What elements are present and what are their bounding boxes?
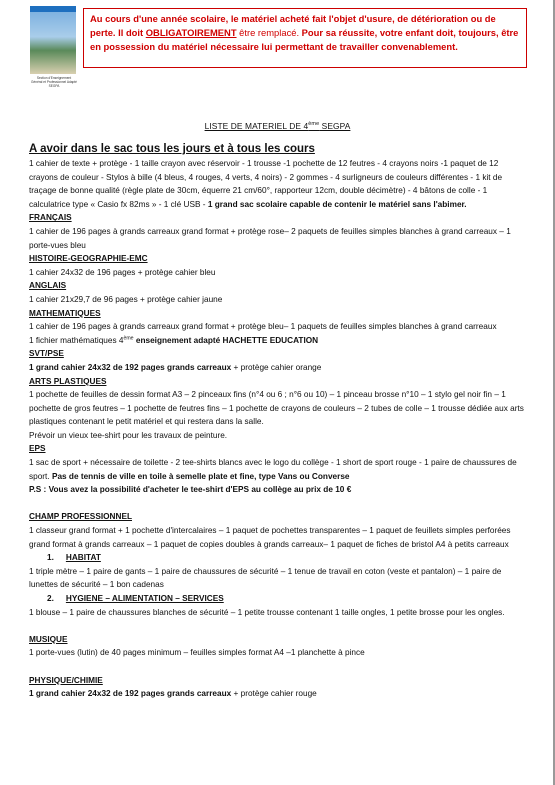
material-list: [29, 142, 529, 701]
school-logo: [30, 6, 78, 88]
bag-text-bold: 1 grand sac scolaire capable de contenir le matériel sans l'abimer.: [207, 199, 467, 209]
champ-heading: CHAMP PROFESSIONNEL: [29, 512, 132, 522]
histoire-heading: HISTOIRE-GEOGRAPHIE-EMC: [29, 254, 148, 264]
spacer: [29, 497, 529, 511]
warning-notice: [83, 8, 527, 68]
notice-text-3: Pour sa réussite, votre enfant doit, toujours, être en possession du matériel nécessaire lui permettant de travailler convenablement.: [90, 27, 519, 52]
notice-text-1: Au cours d'une année scolaire, le matériel acheté fait l'objet d'usure, de détérioration ou de perte.: [90, 13, 496, 38]
title-sup: ème: [308, 121, 320, 128]
page-title: [0, 121, 555, 131]
notice-obligatoire: OBLIGATOIREMENT: [145, 27, 237, 38]
habitat-title: HABITAT: [65, 553, 101, 563]
maths-text-2: [29, 334, 529, 348]
hygiene-heading: [47, 592, 529, 606]
anglais-heading: ANGLAIS: [29, 281, 67, 291]
spacer: [29, 660, 529, 674]
musique-text: 1 porte-vues (lutin) de 40 pages minimum – feuilles simples format A4 –1 planchette à pince: [29, 648, 365, 658]
maths-hachette: enseignement adapté HACHETTE EDUCATION: [133, 335, 319, 345]
francais-text: 1 cahier de 196 pages à grands carreaux grand format + protège rose– 2 paquets de feuilles simples blanches à grand carreaux – 1 porte-vues bleu: [29, 226, 511, 250]
francais-heading: FRANÇAIS: [29, 213, 72, 223]
histoire-text: 1 cahier 24x32 de 196 pages + protège cahier bleu: [29, 267, 216, 277]
bag-text-normal: 1 cahier de texte + protège - 1 taille crayon avec réservoir - 1 trousse -1 pochette de 12 feutres - 4 crayons noirs -1 paquet de 12 crayons de couleur - Stylos à bille (4 bleus, 4 rouges, 4 verts, 4 noirs) - 2 gommes - 4 surligneurs de couleurs différentes - 1 kit de traçage de bonne qualité (règle plate de 30cm, équerre 21 cm/60°, rapporteur 12cm, double décimètre) - 4 bâtons de colle - 1 calculatrice type « Casio fx 82ms » - 1 clé USB -: [29, 159, 503, 209]
svt-text-bold: 1 grand cahier 24x32 de 192 pages grands carreaux: [29, 362, 232, 372]
title-text: LISTE DE MATERIEL DE 4: [204, 121, 309, 131]
svt-text: [29, 361, 529, 375]
musique-heading: MUSIQUE: [29, 634, 68, 644]
maths-fichier: 1 fichier mathématiques 4: [29, 335, 124, 345]
hygiene-text: 1 blouse – 1 paire de chaussures blanches de sécurité – 1 petite trousse contenant 1 taille ongles, 1 petite brosse pour les ongles.: [29, 607, 505, 617]
hygiene-number: 2.: [47, 594, 54, 603]
logo-caption-line1: Section d'Enseignement: [36, 76, 72, 80]
logo-caption-line2: Général et Professionnel Adapté: [31, 80, 77, 84]
physique-heading: PHYSIQUE/CHIMIE: [29, 675, 103, 685]
maths-heading: MATHEMATIQUES: [29, 308, 101, 318]
bag-heading: A avoir dans le sac tous les jours et à tous les cours: [29, 143, 315, 155]
eps-heading: EPS: [29, 444, 46, 454]
eps-text: [29, 456, 529, 483]
habitat-number: 1.: [47, 553, 54, 563]
notice-remplace: être remplacé.: [236, 27, 300, 38]
arts-heading: ARTS PLASTIQUES: [29, 376, 107, 386]
eps-ps: P.S : Vous avez la possibilité d'acheter le tee-shirt d'EPS au collège au prix de 10 €: [29, 485, 352, 495]
eps-text-normal: 1 sac de sport + nécessaire de toilette - 2 tee-shirts blancs avec le logo du collège - 1 short de sport rouge - 1 paire de chaussures de sport.: [29, 458, 517, 481]
title-tail: SEGPA: [319, 121, 351, 131]
notice-text-2: Il doit: [115, 27, 146, 38]
spacer: [29, 619, 529, 633]
bag-text: [29, 157, 529, 211]
logo-caption: [30, 76, 78, 88]
arts-text-2: Prévoir un vieux tee-shirt pour les travaux de peinture.: [29, 430, 228, 440]
svt-text-normal: + protège cahier orange: [231, 362, 322, 372]
habitat-heading: [47, 551, 529, 565]
svt-heading: SVT/PSE: [29, 349, 64, 359]
champ-text: 1 classeur grand format + 1 pochette d'intercalaires – 1 paquet de pochettes transparentes – 1 paquet de feuillets simples perforées grand format à grands carreaux – 1 paquet de copies doubles à grands carreaux– 1 paquet de fiches de bristol A4 à petits carreaux: [29, 526, 511, 549]
hygiene-title: HYGIENE – ALIMENTATION – SERVICES: [65, 594, 224, 603]
logo-caption-line3: SEGPA: [48, 84, 60, 88]
anglais-text: 1 cahier 21x29,7 de 96 pages + protège cahier jaune: [29, 294, 223, 304]
maths-text: 1 cahier de 196 pages à grands carreaux grand format + protège bleu– 1 paquets de feuilles simples blanches à grand carreaux: [29, 322, 497, 332]
habitat-text: 1 triple mètre – 1 paire de gants – 1 paire de chaussures de sécurité – 1 tenue de travail en coton (veste et pantalon) – 1 paire de lunettes de sécurité – 1 bon cadenas: [29, 566, 502, 590]
eps-text-bold: Pas de tennis de ville en toile à semelle plate et fine, type Vans ou Converse: [51, 471, 350, 481]
physique-text: [29, 687, 529, 701]
physique-text-normal: + protège cahier rouge: [231, 689, 317, 699]
school-photo: [30, 6, 76, 74]
physique-text-bold: 1 grand cahier 24x32 de 192 pages grands carreaux: [29, 689, 232, 699]
arts-text: 1 pochette de feuilles de dessin format A3 – 2 pinceaux fins (n°4 ou 6 ; n°6 ou 10) – 1 pinceau brosse n°10 – 1 stylo gel noir fin – 1 pochette de gros feutres – 1 pochette de feutres fins – 1 pochette de crayons de couleurs – 2 tubes de colle – 1 trousse dédiée aux arts plastiques contenant le petit matériel et qui restera dans la salle.: [29, 390, 524, 427]
maths-sup: ème: [123, 334, 134, 341]
